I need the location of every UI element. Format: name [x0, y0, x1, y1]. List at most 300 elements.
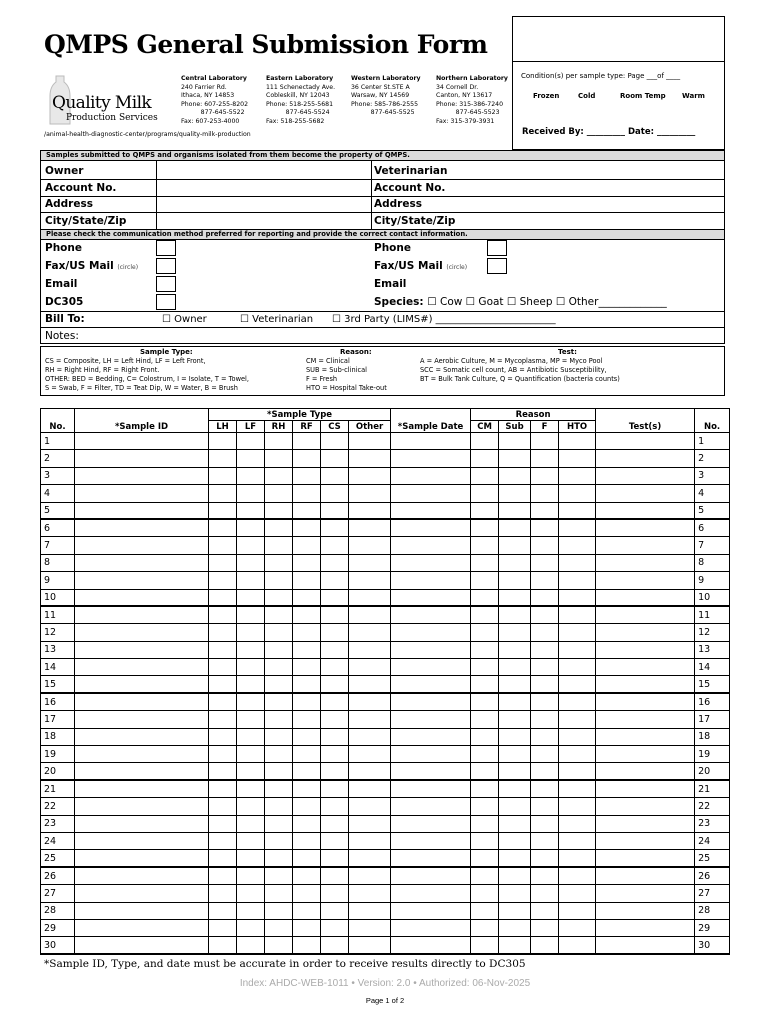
entry-cell[interactable]	[559, 519, 596, 536]
entry-cell[interactable]	[265, 659, 293, 676]
entry-cell[interactable]	[531, 711, 559, 728]
entry-cell[interactable]	[321, 554, 349, 571]
entry-cell[interactable]	[237, 589, 265, 606]
entry-cell[interactable]	[237, 606, 265, 623]
entry-cell[interactable]	[209, 659, 237, 676]
entry-cell[interactable]	[596, 867, 695, 884]
entry-cell[interactable]	[349, 746, 391, 763]
entry-cell[interactable]	[321, 815, 349, 832]
entry-cell[interactable]	[391, 659, 471, 676]
entry-cell[interactable]	[265, 433, 293, 450]
entry-cell[interactable]	[531, 537, 559, 554]
entry-cell[interactable]	[559, 711, 596, 728]
entry-cell[interactable]	[209, 746, 237, 763]
entry-cell[interactable]	[321, 763, 349, 780]
dc305-checkbox[interactable]	[156, 294, 176, 310]
entry-cell[interactable]	[559, 641, 596, 658]
entry-cell[interactable]	[321, 867, 349, 884]
entry-cell[interactable]	[321, 589, 349, 606]
entry-cell[interactable]	[391, 937, 471, 954]
entry-cell[interactable]	[596, 467, 695, 484]
entry-cell[interactable]	[471, 624, 499, 641]
entry-cell[interactable]	[75, 780, 209, 797]
entry-cell[interactable]	[209, 728, 237, 745]
entry-cell[interactable]	[559, 798, 596, 815]
entry-cell[interactable]	[471, 763, 499, 780]
entry-cell[interactable]	[596, 502, 695, 519]
entry-cell[interactable]	[596, 450, 695, 467]
entry-cell[interactable]	[499, 711, 531, 728]
entry-cell[interactable]	[499, 728, 531, 745]
entry-cell[interactable]	[531, 693, 559, 710]
entry-cell[interactable]	[391, 589, 471, 606]
entry-cell[interactable]	[293, 798, 321, 815]
entry-cell[interactable]	[75, 641, 209, 658]
entry-cell[interactable]	[265, 850, 293, 867]
entry-cell[interactable]	[237, 450, 265, 467]
entry-cell[interactable]	[349, 763, 391, 780]
entry-cell[interactable]	[209, 711, 237, 728]
entry-cell[interactable]	[531, 433, 559, 450]
vet-phone-checkbox[interactable]	[487, 240, 507, 256]
entry-cell[interactable]	[75, 832, 209, 849]
entry-cell[interactable]	[596, 937, 695, 954]
entry-cell[interactable]	[499, 433, 531, 450]
entry-cell[interactable]	[391, 780, 471, 797]
entry-cell[interactable]	[293, 746, 321, 763]
entry-cell[interactable]	[349, 502, 391, 519]
entry-cell[interactable]	[471, 502, 499, 519]
entry-cell[interactable]	[559, 433, 596, 450]
entry-cell[interactable]	[531, 624, 559, 641]
phone-checkbox[interactable]	[156, 240, 176, 256]
entry-cell[interactable]	[391, 919, 471, 936]
entry-cell[interactable]	[349, 485, 391, 502]
entry-cell[interactable]	[596, 659, 695, 676]
entry-cell[interactable]	[471, 867, 499, 884]
entry-cell[interactable]	[265, 641, 293, 658]
entry-cell[interactable]	[75, 467, 209, 484]
entry-cell[interactable]	[349, 519, 391, 536]
entry-cell[interactable]	[75, 659, 209, 676]
entry-cell[interactable]	[265, 832, 293, 849]
entry-cell[interactable]	[499, 485, 531, 502]
entry-cell[interactable]	[349, 676, 391, 693]
entry-cell[interactable]	[75, 815, 209, 832]
entry-cell[interactable]	[531, 589, 559, 606]
entry-cell[interactable]	[349, 919, 391, 936]
entry-cell[interactable]	[499, 937, 531, 954]
entry-cell[interactable]	[596, 763, 695, 780]
entry-cell[interactable]	[499, 554, 531, 571]
entry-cell[interactable]	[75, 450, 209, 467]
entry-cell[interactable]	[596, 519, 695, 536]
entry-cell[interactable]	[265, 537, 293, 554]
entry-cell[interactable]	[349, 450, 391, 467]
entry-cell[interactable]	[499, 867, 531, 884]
entry-cell[interactable]	[265, 815, 293, 832]
entry-cell[interactable]	[471, 606, 499, 623]
entry-cell[interactable]	[237, 433, 265, 450]
bill-to-veterinarian[interactable]: ☐ Veterinarian	[240, 314, 314, 325]
entry-cell[interactable]	[237, 693, 265, 710]
entry-cell[interactable]	[349, 572, 391, 589]
entry-cell[interactable]	[293, 450, 321, 467]
entry-cell[interactable]	[321, 606, 349, 623]
entry-cell[interactable]	[349, 937, 391, 954]
entry-cell[interactable]	[321, 780, 349, 797]
entry-cell[interactable]	[293, 832, 321, 849]
entry-cell[interactable]	[209, 798, 237, 815]
entry-cell[interactable]	[237, 832, 265, 849]
entry-cell[interactable]	[559, 554, 596, 571]
entry-cell[interactable]	[471, 937, 499, 954]
entry-cell[interactable]	[596, 902, 695, 919]
entry-cell[interactable]	[293, 537, 321, 554]
entry-cell[interactable]	[596, 485, 695, 502]
entry-cell[interactable]	[209, 693, 237, 710]
entry-cell[interactable]	[237, 763, 265, 780]
entry-cell[interactable]	[265, 676, 293, 693]
entry-cell[interactable]	[471, 832, 499, 849]
entry-cell[interactable]	[75, 919, 209, 936]
entry-cell[interactable]	[499, 885, 531, 902]
entry-cell[interactable]	[209, 450, 237, 467]
entry-cell[interactable]	[237, 780, 265, 797]
entry-cell[interactable]	[349, 902, 391, 919]
entry-cell[interactable]	[293, 919, 321, 936]
entry-cell[interactable]	[321, 624, 349, 641]
entry-cell[interactable]	[499, 780, 531, 797]
entry-cell[interactable]	[391, 711, 471, 728]
entry-cell[interactable]	[559, 728, 596, 745]
entry-cell[interactable]	[471, 711, 499, 728]
entry-cell[interactable]	[75, 519, 209, 536]
entry-cell[interactable]	[349, 798, 391, 815]
entry-cell[interactable]	[559, 606, 596, 623]
entry-cell[interactable]	[293, 606, 321, 623]
entry-cell[interactable]	[471, 850, 499, 867]
entry-cell[interactable]	[209, 937, 237, 954]
entry-cell[interactable]	[391, 763, 471, 780]
entry-cell[interactable]	[293, 641, 321, 658]
entry-cell[interactable]	[293, 937, 321, 954]
entry-cell[interactable]	[499, 537, 531, 554]
entry-cell[interactable]	[321, 485, 349, 502]
entry-cell[interactable]	[321, 746, 349, 763]
entry-cell[interactable]	[349, 780, 391, 797]
entry-cell[interactable]	[321, 693, 349, 710]
entry-cell[interactable]	[471, 676, 499, 693]
entry-cell[interactable]	[293, 711, 321, 728]
entry-cell[interactable]	[321, 937, 349, 954]
entry-cell[interactable]	[559, 502, 596, 519]
entry-cell[interactable]	[531, 919, 559, 936]
entry-cell[interactable]	[391, 554, 471, 571]
entry-cell[interactable]	[499, 832, 531, 849]
entry-cell[interactable]	[596, 919, 695, 936]
entry-cell[interactable]	[293, 572, 321, 589]
entry-cell[interactable]	[531, 746, 559, 763]
entry-cell[interactable]	[293, 502, 321, 519]
entry-cell[interactable]	[391, 902, 471, 919]
entry-cell[interactable]	[209, 485, 237, 502]
entry-cell[interactable]	[559, 693, 596, 710]
entry-cell[interactable]	[265, 467, 293, 484]
entry-cell[interactable]	[265, 693, 293, 710]
entry-cell[interactable]	[471, 467, 499, 484]
entry-cell[interactable]	[265, 867, 293, 884]
entry-cell[interactable]	[531, 676, 559, 693]
entry-cell[interactable]	[293, 902, 321, 919]
entry-cell[interactable]	[559, 589, 596, 606]
entry-cell[interactable]	[349, 467, 391, 484]
entry-cell[interactable]	[471, 693, 499, 710]
entry-cell[interactable]	[75, 850, 209, 867]
entry-cell[interactable]	[471, 746, 499, 763]
entry-cell[interactable]	[237, 867, 265, 884]
entry-cell[interactable]	[499, 467, 531, 484]
entry-cell[interactable]	[293, 850, 321, 867]
entry-cell[interactable]	[471, 519, 499, 536]
entry-cell[interactable]	[321, 919, 349, 936]
entry-cell[interactable]	[209, 624, 237, 641]
entry-cell[interactable]	[559, 659, 596, 676]
entry-cell[interactable]	[596, 832, 695, 849]
entry-cell[interactable]	[293, 519, 321, 536]
entry-cell[interactable]	[349, 728, 391, 745]
entry-cell[interactable]	[209, 867, 237, 884]
entry-cell[interactable]	[321, 450, 349, 467]
entry-cell[interactable]	[531, 502, 559, 519]
entry-cell[interactable]	[596, 676, 695, 693]
entry-cell[interactable]	[349, 537, 391, 554]
entry-cell[interactable]	[499, 606, 531, 623]
entry-cell[interactable]	[237, 554, 265, 571]
entry-cell[interactable]	[596, 746, 695, 763]
entry-cell[interactable]	[531, 815, 559, 832]
entry-cell[interactable]	[237, 572, 265, 589]
entry-cell[interactable]	[265, 711, 293, 728]
entry-cell[interactable]	[209, 902, 237, 919]
entry-cell[interactable]	[531, 485, 559, 502]
entry-cell[interactable]	[349, 867, 391, 884]
entry-cell[interactable]	[391, 537, 471, 554]
entry-cell[interactable]	[596, 624, 695, 641]
entry-cell[interactable]	[391, 746, 471, 763]
entry-cell[interactable]	[321, 433, 349, 450]
entry-cell[interactable]	[321, 676, 349, 693]
entry-cell[interactable]	[499, 902, 531, 919]
entry-cell[interactable]	[559, 572, 596, 589]
entry-cell[interactable]	[471, 572, 499, 589]
entry-cell[interactable]	[499, 798, 531, 815]
entry-cell[interactable]	[391, 467, 471, 484]
entry-cell[interactable]	[531, 867, 559, 884]
entry-cell[interactable]	[471, 798, 499, 815]
entry-cell[interactable]	[237, 850, 265, 867]
entry-cell[interactable]	[293, 815, 321, 832]
entry-cell[interactable]	[293, 693, 321, 710]
entry-cell[interactable]	[349, 815, 391, 832]
entry-cell[interactable]	[559, 450, 596, 467]
entry-cell[interactable]	[596, 798, 695, 815]
entry-cell[interactable]	[237, 624, 265, 641]
entry-cell[interactable]	[209, 537, 237, 554]
entry-cell[interactable]	[531, 659, 559, 676]
entry-cell[interactable]	[321, 519, 349, 536]
entry-cell[interactable]	[265, 798, 293, 815]
entry-cell[interactable]	[391, 485, 471, 502]
entry-cell[interactable]	[75, 572, 209, 589]
entry-cell[interactable]	[596, 885, 695, 902]
entry-cell[interactable]	[237, 485, 265, 502]
entry-cell[interactable]	[349, 832, 391, 849]
entry-cell[interactable]	[391, 572, 471, 589]
entry-cell[interactable]	[321, 572, 349, 589]
entry-cell[interactable]	[471, 780, 499, 797]
entry-cell[interactable]	[596, 815, 695, 832]
entry-cell[interactable]	[293, 467, 321, 484]
entry-cell[interactable]	[559, 832, 596, 849]
entry-cell[interactable]	[499, 850, 531, 867]
entry-cell[interactable]	[237, 659, 265, 676]
entry-cell[interactable]	[321, 467, 349, 484]
entry-cell[interactable]	[499, 763, 531, 780]
entry-cell[interactable]	[596, 780, 695, 797]
entry-cell[interactable]	[293, 780, 321, 797]
entry-cell[interactable]	[209, 433, 237, 450]
entry-cell[interactable]	[559, 537, 596, 554]
entry-cell[interactable]	[531, 780, 559, 797]
entry-cell[interactable]	[499, 450, 531, 467]
entry-cell[interactable]	[531, 572, 559, 589]
entry-cell[interactable]	[321, 885, 349, 902]
entry-cell[interactable]	[596, 850, 695, 867]
entry-cell[interactable]	[471, 537, 499, 554]
entry-cell[interactable]	[391, 867, 471, 884]
entry-cell[interactable]	[596, 641, 695, 658]
entry-cell[interactable]	[471, 728, 499, 745]
fax-checkbox[interactable]	[156, 258, 176, 274]
entry-cell[interactable]	[391, 798, 471, 815]
entry-cell[interactable]	[471, 659, 499, 676]
entry-cell[interactable]	[471, 902, 499, 919]
entry-cell[interactable]	[559, 485, 596, 502]
entry-cell[interactable]	[349, 589, 391, 606]
entry-cell[interactable]	[531, 902, 559, 919]
entry-cell[interactable]	[391, 832, 471, 849]
entry-cell[interactable]	[559, 815, 596, 832]
entry-cell[interactable]	[265, 485, 293, 502]
entry-cell[interactable]	[391, 606, 471, 623]
entry-cell[interactable]	[209, 554, 237, 571]
entry-cell[interactable]	[209, 763, 237, 780]
entry-cell[interactable]	[209, 850, 237, 867]
entry-cell[interactable]	[265, 589, 293, 606]
entry-cell[interactable]	[237, 502, 265, 519]
entry-cell[interactable]	[237, 467, 265, 484]
entry-cell[interactable]	[265, 763, 293, 780]
entry-cell[interactable]	[596, 693, 695, 710]
entry-cell[interactable]	[293, 624, 321, 641]
entry-cell[interactable]	[237, 676, 265, 693]
entry-cell[interactable]	[499, 572, 531, 589]
entry-cell[interactable]	[391, 676, 471, 693]
entry-cell[interactable]	[321, 502, 349, 519]
entry-cell[interactable]	[596, 606, 695, 623]
entry-cell[interactable]	[596, 711, 695, 728]
entry-cell[interactable]	[349, 850, 391, 867]
entry-cell[interactable]	[293, 763, 321, 780]
entry-cell[interactable]	[75, 763, 209, 780]
entry-cell[interactable]	[349, 711, 391, 728]
entry-cell[interactable]	[75, 606, 209, 623]
entry-cell[interactable]	[471, 641, 499, 658]
entry-cell[interactable]	[293, 589, 321, 606]
entry-cell[interactable]	[531, 885, 559, 902]
entry-cell[interactable]	[237, 728, 265, 745]
entry-cell[interactable]	[559, 676, 596, 693]
entry-cell[interactable]	[265, 572, 293, 589]
entry-cell[interactable]	[531, 450, 559, 467]
entry-cell[interactable]	[471, 589, 499, 606]
entry-cell[interactable]	[75, 554, 209, 571]
entry-cell[interactable]	[391, 850, 471, 867]
entry-cell[interactable]	[471, 485, 499, 502]
entry-cell[interactable]	[209, 780, 237, 797]
entry-cell[interactable]	[391, 693, 471, 710]
entry-cell[interactable]	[349, 606, 391, 623]
condition-cold[interactable]: Cold	[578, 92, 596, 100]
entry-cell[interactable]	[499, 693, 531, 710]
entry-cell[interactable]	[499, 519, 531, 536]
entry-cell[interactable]	[209, 519, 237, 536]
entry-cell[interactable]	[531, 937, 559, 954]
entry-cell[interactable]	[209, 919, 237, 936]
entry-cell[interactable]	[499, 589, 531, 606]
entry-cell[interactable]	[531, 728, 559, 745]
entry-cell[interactable]	[293, 554, 321, 571]
condition-frozen[interactable]: Frozen	[533, 92, 560, 100]
entry-cell[interactable]	[265, 780, 293, 797]
entry-cell[interactable]	[209, 676, 237, 693]
entry-cell[interactable]	[75, 902, 209, 919]
entry-cell[interactable]	[293, 885, 321, 902]
entry-cell[interactable]	[293, 659, 321, 676]
entry-cell[interactable]	[209, 572, 237, 589]
condition-room-temp[interactable]: Room Temp	[620, 92, 666, 100]
entry-cell[interactable]	[471, 815, 499, 832]
entry-cell[interactable]	[499, 919, 531, 936]
entry-cell[interactable]	[349, 624, 391, 641]
entry-cell[interactable]	[209, 502, 237, 519]
entry-cell[interactable]	[596, 554, 695, 571]
entry-cell[interactable]	[265, 746, 293, 763]
entry-cell[interactable]	[559, 885, 596, 902]
entry-cell[interactable]	[531, 763, 559, 780]
entry-cell[interactable]	[237, 641, 265, 658]
entry-cell[interactable]	[391, 502, 471, 519]
entry-cell[interactable]	[265, 885, 293, 902]
entry-cell[interactable]	[237, 937, 265, 954]
entry-cell[interactable]	[75, 693, 209, 710]
entry-cell[interactable]	[75, 676, 209, 693]
entry-cell[interactable]	[321, 537, 349, 554]
entry-cell[interactable]	[391, 450, 471, 467]
entry-cell[interactable]	[75, 798, 209, 815]
entry-cell[interactable]	[499, 641, 531, 658]
